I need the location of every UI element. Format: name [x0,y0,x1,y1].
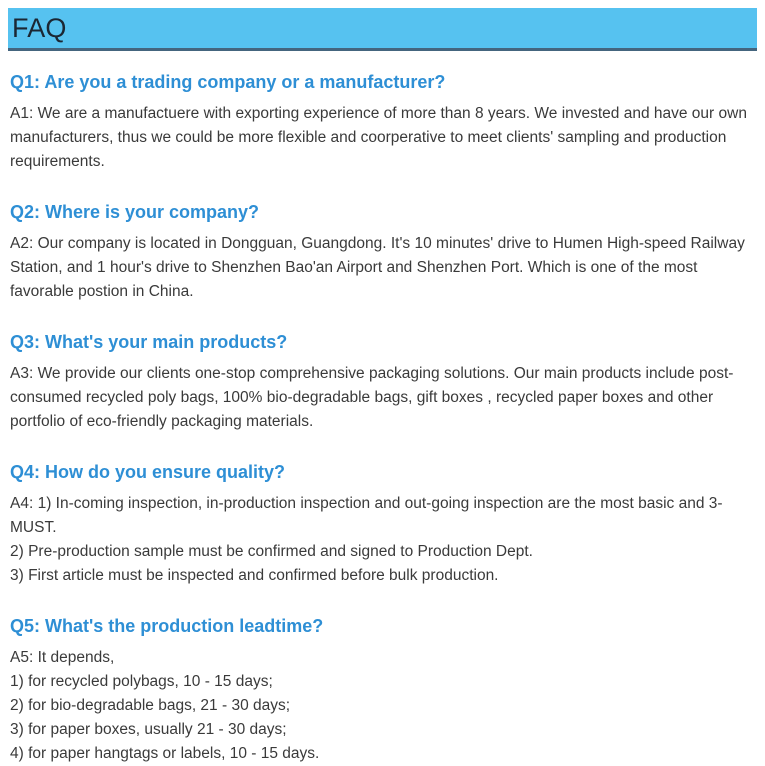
faq-item-4 [10,461,755,588]
faq-answer-line: A1: We are a manufactuere with exporting experience of more than 8 years. We invested and have our own manufacturers, thus we could be more flexible and coorperative to meet clients' sampling and production requirements. [10,105,747,170]
faq-question: Q5: What's the production leadtime? [10,616,324,636]
faq-answer-line: 3) for paper boxes, usually 21 - 30 days; [10,721,287,738]
faq-answer-line: A3: We provide our clients one-stop comprehensive packaging solutions. Our main products include post-consumed recycled poly bags, 100% bio-degradable bags, gift boxes , recycled paper boxes and other portfolio of eco-friendly packaging materials. [10,365,734,430]
faq-item-3 [10,331,755,434]
faq-answer [10,362,755,434]
faq-item-2 [10,201,755,304]
faq-answer-line: 2) for bio-degradable bags, 21 - 30 days; [10,697,291,714]
faq-list [8,71,757,766]
faq-answer-line: 3) First article must be inspected and confirmed before bulk production. [10,567,499,584]
faq-question: Q4: How do you ensure quality? [10,462,286,482]
faq-answer-line: A5: It depends, [10,649,115,666]
faq-answer [10,492,755,588]
faq-answer-line: 1) for recycled polybags, 10 - 15 days; [10,673,273,690]
faq-answer-line: A4: 1) In-coming inspection, in-production inspection and out-going inspection are the most basic and 3-MUST. [10,495,723,536]
faq-answer [10,102,755,174]
faq-answer [10,646,755,766]
faq-item-5 [10,615,755,766]
faq-question: Q3: What's your main products? [10,332,288,352]
faq-answer-line: 4) for paper hangtags or labels, 10 - 15 days. [10,745,320,762]
faq-item-1 [10,71,755,174]
faq-answer-line: A2: Our company is located in Dongguan, Guangdong. It's 10 minutes' drive to Humen High-speed Railway Station, and 1 hour's drive to Shenzhen Bao'an Airport and Shenzhen Port. Which is one of the most favorable postion in China. [10,235,745,300]
faq-answer [10,232,755,304]
section-header-bar [8,8,757,51]
page-title: FAQ [12,12,67,43]
faq-answer-line: 2) Pre-production sample must be confirmed and signed to Production Dept. [10,543,533,560]
faq-question: Q2: Where is your company? [10,202,260,222]
faq-question: Q1: Are you a trading company or a manufacturer? [10,72,446,92]
